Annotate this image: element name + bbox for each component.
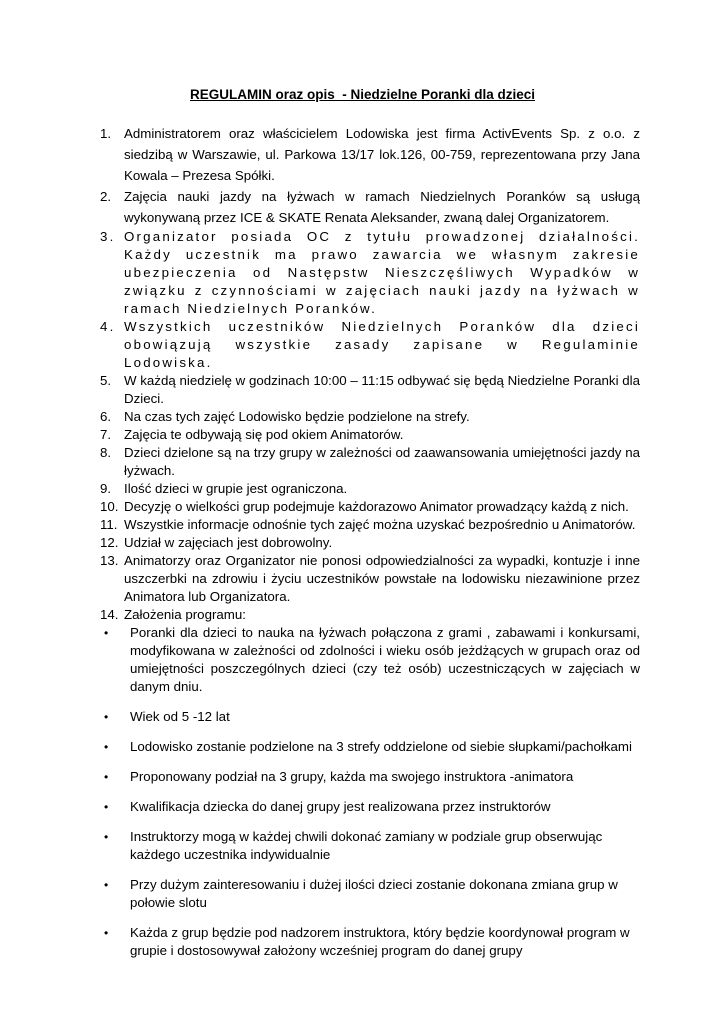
- list-item: [100, 606, 640, 624]
- item-number: 5.: [100, 373, 112, 388]
- item-text: Zajęcia nauki jazdy na łyżwach w ramach Niedzielnych Poranków są usługą wykonywaną przez ICE & SKATE Renata Aleksander, zwaną dalej Organizatorem.: [124, 189, 640, 225]
- bullet-text: Lodowisko zostanie podzielone na 3 strefy oddzielone od siebie słupkami/pachołkami: [130, 739, 632, 754]
- list-item: [100, 426, 640, 444]
- item-number: 2.: [100, 189, 112, 204]
- list-item: [100, 552, 640, 606]
- bullet-text: Proponowany podział na 3 grupy, każda ma swojego instruktora -animatora: [130, 769, 574, 784]
- item-number: 6.: [100, 409, 112, 424]
- item-number: 8.: [100, 445, 112, 460]
- list-item: [100, 444, 640, 480]
- item-number: 14.: [100, 607, 119, 622]
- bullet-text: Przy dużym zainteresowaniu i dużej ilości dzieci zostanie dokonana zmiana grup w połowie slotu: [130, 877, 618, 910]
- numbered-list: [100, 123, 640, 624]
- bullet-item: [100, 876, 640, 912]
- item-number: 11.: [100, 517, 118, 532]
- list-item: [100, 186, 640, 228]
- list-item: [100, 228, 640, 318]
- list-item: [100, 498, 640, 516]
- bullet-item: [100, 624, 640, 696]
- item-number: 10.: [100, 499, 119, 514]
- item-text: Organizator posiada OC z tytułu prowadzonej działalności. Każdy uczestnik ma prawo zawarcia we własnym zakresie ubezpieczenia od Następstw Nieszczęśliwych Wypadków w związku z czynnościami w zajęciach nauki jazdy na łyżwach w ramach Niedzielnych Poranków.: [124, 229, 640, 316]
- item-text: Administratorem oraz właścicielem Lodowiska jest firma ActivEvents Sp. z o.o. z siedzibą w Warszawie, ul. Parkowa 13/17 lok.126, 00-759, reprezentowana przy Jana Kowala – Prezesa Spółki.: [124, 126, 640, 183]
- bullet-text: Każda z grup będzie pod nadzorem instruktora, który będzie koordynował program w grupie i dostosowywał założony wcześniej program do danej grupy: [130, 925, 630, 958]
- bullet-item: [100, 738, 640, 756]
- item-text: W każdą niedzielę w godzinach 10:00 – 11:15 odbywać się będą Niedzielne Poranki dla Dzieci.: [124, 373, 640, 406]
- item-text: Wszystkich uczestników Niedzielnych Poranków dla dzieci obowiązują wszystkie zasady zapisane w Regulaminie Lodowiska.: [124, 319, 640, 370]
- bullet-icon: •: [104, 740, 109, 754]
- bullet-text: Wiek od 5 -12 lat: [130, 709, 230, 724]
- document-title: REGULAMIN oraz opis - Niedzielne Poranki dla dzieci: [189, 87, 536, 102]
- bullet-text: Poranki dla dzieci to nauka na łyżwach połączona z grami , zabawami i konkursami, modyfikowana w zależności od zdolności i wieku osób jeżdżących w grupach oraz od umiejętności poszczególnych dzieci (czy też osób) uczestniczących w zajęciach w danym dniu.: [130, 625, 640, 694]
- list-item: [100, 516, 640, 534]
- list-item: [100, 123, 640, 186]
- item-number: 7.: [100, 427, 112, 442]
- bullet-icon: •: [104, 626, 109, 640]
- bullet-list: [100, 624, 640, 972]
- list-item: [100, 318, 640, 372]
- bullet-icon: •: [104, 770, 109, 784]
- item-number: 3.: [100, 229, 116, 244]
- bullet-text: Instruktorzy mogą w każdej chwili dokonać zamiany w podziale grup obserwując każdego uczestnika indywidualnie: [130, 829, 603, 862]
- item-number: 4.: [100, 319, 116, 334]
- item-text: Na czas tych zajęć Lodowisko będzie podzielone na strefy.: [124, 409, 470, 424]
- bullet-item: [100, 798, 640, 816]
- bullet-icon: •: [104, 830, 109, 844]
- bullet-item: [100, 708, 640, 726]
- item-number: 1.: [100, 126, 112, 141]
- bullet-icon: •: [104, 926, 109, 940]
- list-item: [100, 534, 640, 552]
- bullet-item: [100, 768, 640, 786]
- bullet-icon: •: [104, 800, 109, 814]
- bullet-icon: •: [104, 710, 109, 724]
- item-number: 9.: [100, 481, 112, 496]
- item-text: Udział w zajęciach jest dobrowolny.: [124, 535, 333, 550]
- bullet-item: [100, 828, 640, 864]
- bullet-item: [100, 924, 640, 960]
- item-text: Założenia programu:: [124, 607, 246, 622]
- item-text: Ilość dzieci w grupie jest ograniczona.: [124, 481, 348, 496]
- bullet-text: Kwalifikacja dziecka do danej grupy jest realizowana przez instruktorów: [130, 799, 551, 814]
- item-text: Zajęcia te odbywają się pod okiem Animatorów.: [124, 427, 404, 442]
- list-item: [100, 372, 640, 408]
- item-text: Wszystkie informacje odnośnie tych zajęć można uzyskać bezpośrednio u Animatorów.: [124, 517, 636, 532]
- item-number: 13.: [100, 553, 119, 568]
- item-number: 12.: [100, 535, 119, 550]
- item-text: Animatorzy oraz Organizator nie ponosi odpowiedzialności za wypadki, kontuzje i inne uszczerbki na zdrowiu i życiu uczestników powstałe na lodowisku niezawinione przez Animatora lub Organizatora.: [124, 553, 640, 604]
- item-text: Decyzję o wielkości grup podejmuje każdorazowo Animator prowadzący każdą z nich.: [124, 499, 629, 514]
- list-item: [100, 480, 640, 498]
- list-item: [100, 408, 640, 426]
- item-text: Dzieci dzielone są na trzy grupy w zależności od zaawansowania umiejętności jazdy na łyżwach.: [124, 445, 640, 478]
- bullet-icon: •: [104, 878, 109, 892]
